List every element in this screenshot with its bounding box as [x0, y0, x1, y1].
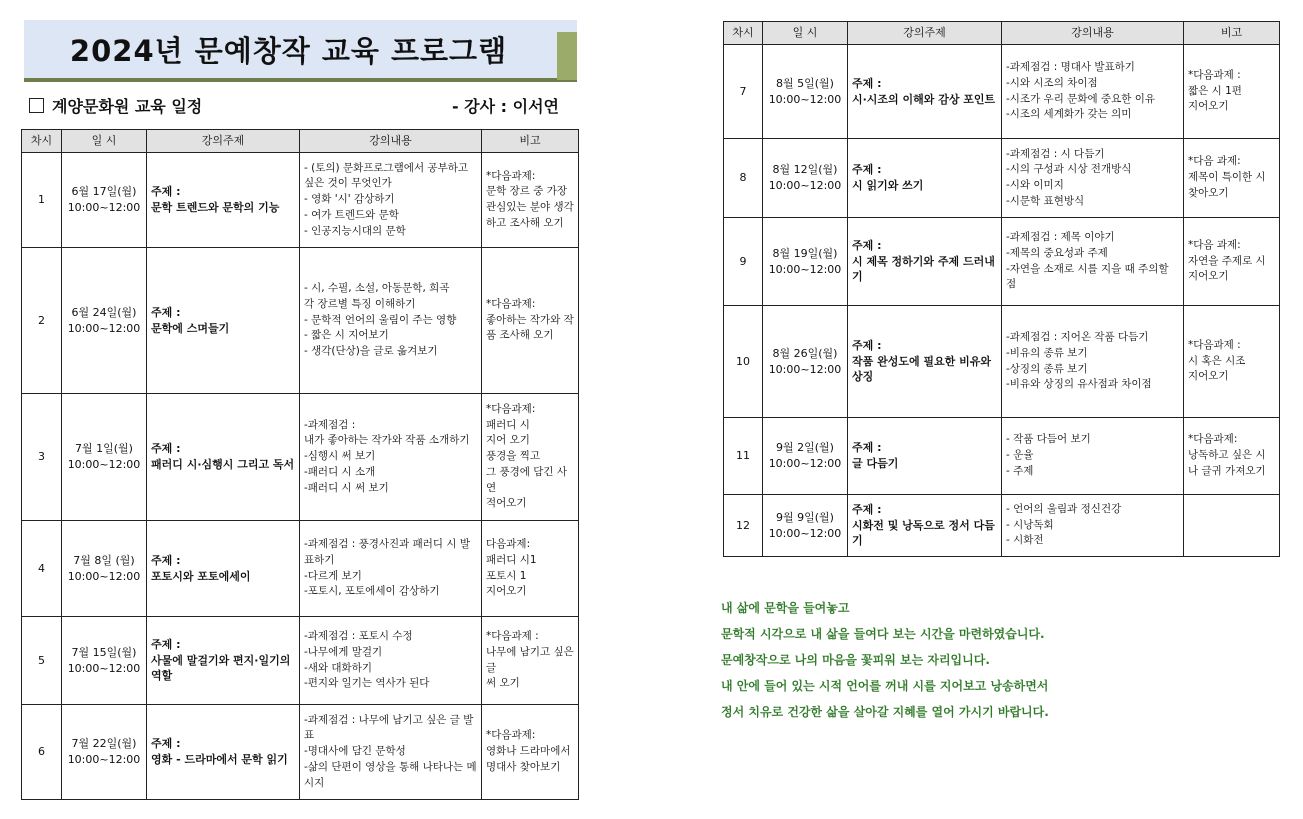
session-time: 10:00~12:00 — [67, 201, 141, 214]
content-line: -비유와 상징의 유사점과 차이점 — [1006, 378, 1152, 391]
column-header: 차시 — [724, 22, 763, 45]
content-line: -과제점검 : 명대사 발표하기 — [1006, 61, 1135, 73]
topic-label: 주제 : — [151, 737, 181, 751]
note-line: 패러디 시1 — [486, 553, 537, 566]
note-line: 자연을 주제로 시 지어오기 — [1188, 254, 1266, 283]
content-line: - 인공지능시대의 문학 — [304, 224, 406, 237]
note-line: *다음과제: — [486, 297, 536, 310]
content-line: -새와 대화하기 — [304, 661, 372, 674]
session-datetime — [62, 248, 147, 394]
session-datetime — [62, 705, 147, 800]
topic-text: 글 다듬기 — [852, 457, 899, 470]
table-row — [724, 139, 1280, 218]
session-note — [482, 617, 579, 705]
content-line: -나무에게 말걸기 — [304, 645, 383, 658]
session-topic — [848, 418, 1002, 495]
subtitle: 계양문화원 교육 일정 — [52, 97, 203, 116]
session-time: 10:00~12:00 — [67, 569, 141, 583]
content-line: -명대사에 담긴 문학성 — [304, 745, 406, 758]
content-line: - 시낭독회 — [1006, 518, 1054, 531]
session-time: 10:00~12:00 — [67, 661, 141, 675]
note-line: 지어오기 — [1188, 370, 1229, 383]
content-line: - 언어의 울림과 정신건강 — [1006, 502, 1122, 515]
session-date: 8월 26일(월) — [772, 346, 838, 360]
topic-text: 문학에 스며들기 — [151, 321, 230, 335]
content-line: -패러디 시 소개 — [304, 465, 376, 478]
note-line: 시 혹은 시조 — [1188, 354, 1246, 367]
note-line: 문학 장르 중 가장 관심있는 분야 생각하고 조사해 오기 — [486, 185, 574, 229]
lecturer: - 강사 : 이서연 — [451, 97, 559, 116]
table-row — [22, 521, 579, 617]
column-header: 비고 — [1184, 22, 1280, 45]
session-time: 10:00~12:00 — [768, 526, 842, 540]
content-line: - 짧은 시 지어보기 — [304, 329, 389, 342]
content-line: -다르게 보기 — [304, 569, 362, 582]
topic-text: 패러디 시·심행시 그리고 독서 — [151, 458, 295, 471]
session-content — [300, 617, 482, 705]
closing-line: 내 안에 들어 있는 시적 언어를 꺼내 시를 지어보고 낭송하면서 — [721, 679, 1049, 693]
topic-label: 주제 : — [151, 442, 181, 456]
session-time: 10:00~12:00 — [67, 458, 141, 471]
session-topic — [147, 705, 300, 800]
closing-line: 문학적 시각으로 내 삶을 들여다 보는 시간을 마련하였습니다. — [721, 627, 1045, 641]
session-topic — [147, 153, 300, 248]
content-line: -과제점검 : 제목 이야기 — [1006, 231, 1115, 243]
session-date: 9월 2일(월) — [776, 441, 834, 455]
topic-label: 주제 : — [852, 441, 882, 455]
content-line: - 운율 — [1006, 449, 1034, 462]
content-line: -패러디 시 써 보기 — [304, 481, 389, 494]
topic-label: 주제 : — [852, 76, 882, 90]
column-header: 차시 — [22, 130, 62, 153]
closing-line: 정서 치유로 건강한 삶을 살아갈 지혜를 열어 가시기 바랍니다. — [721, 705, 1049, 719]
session-date: 8월 19일(월) — [772, 246, 838, 260]
session-number: 4 — [22, 521, 62, 617]
content-line: -비유의 종류 보기 — [1006, 346, 1088, 359]
topic-label: 주제 : — [852, 238, 882, 252]
topic-label: 주제 : — [151, 637, 181, 651]
content-line: -과제점검 : 지어온 작품 다듬기 — [1006, 331, 1149, 343]
note-line: 제목이 특이한 시 찾아오기 — [1188, 171, 1266, 199]
session-number: 10 — [724, 306, 763, 418]
session-content — [1002, 418, 1184, 495]
session-topic — [147, 248, 300, 394]
session-note — [1184, 139, 1280, 218]
content-line: -시문학 표현방식 — [1006, 194, 1085, 207]
session-topic — [848, 45, 1002, 139]
session-note — [482, 521, 579, 617]
topic-label: 주제 : — [852, 338, 882, 352]
session-datetime — [763, 495, 848, 557]
note-line: *다음 과제: — [1188, 238, 1241, 251]
topic-text: 영화 - 드라마에서 문학 읽기 — [151, 753, 288, 766]
session-time: 10:00~12:00 — [768, 179, 842, 192]
session-number: 7 — [724, 45, 763, 139]
table-row — [724, 218, 1280, 306]
session-topic — [848, 218, 1002, 306]
content-line: -시와 시조의 차이점 — [1006, 76, 1098, 89]
table-row — [22, 248, 579, 394]
session-time: 10:00~12:00 — [768, 92, 842, 106]
content-line: -포토시, 포토에세이 감상하기 — [304, 585, 440, 598]
session-content — [1002, 495, 1184, 557]
content-line: - 시화전 — [1006, 534, 1044, 547]
session-note — [482, 394, 579, 521]
session-number: 1 — [22, 153, 62, 248]
content-line: -과제점검 : — [304, 418, 356, 431]
content-line: - 주제 — [1006, 464, 1034, 477]
session-datetime — [763, 418, 848, 495]
column-header: 일 시 — [763, 22, 848, 45]
note-line: 좋아하는 작가와 작품 조사해 오기 — [486, 313, 574, 342]
session-time: 10:00~12:00 — [768, 362, 842, 376]
content-line: 각 장르별 특징 이해하기 — [304, 297, 416, 310]
session-datetime — [62, 521, 147, 617]
session-topic — [147, 521, 300, 617]
session-date: 7월 15일(월) — [71, 645, 137, 659]
content-line: -시조의 세계화가 갖는 의미 — [1006, 108, 1132, 121]
topic-label: 주제 : — [151, 553, 181, 567]
session-note — [1184, 45, 1280, 139]
column-header: 일 시 — [62, 130, 147, 153]
title-banner — [24, 20, 577, 82]
content-line: -과제점검 : 시 다듬기 — [1006, 147, 1105, 160]
note-line: 나무에 남기고 싶은 글 — [486, 645, 574, 674]
table-row — [724, 45, 1280, 139]
session-topic — [848, 495, 1002, 557]
session-note — [1184, 418, 1280, 495]
table-row — [22, 153, 579, 248]
session-datetime — [763, 218, 848, 306]
content-line: -심행시 써 보기 — [304, 450, 376, 463]
session-content — [300, 521, 482, 617]
session-content — [1002, 218, 1184, 306]
table-row — [724, 418, 1280, 495]
session-date: 8월 5일(월) — [776, 76, 834, 90]
content-line: -삶의 단편이 영상을 통해 나타나는 메시지 — [304, 760, 477, 789]
content-line: -시와 이미지 — [1006, 179, 1064, 191]
content-line: - 시, 수필, 소설, 아동문학, 희곡 — [304, 282, 450, 295]
note-line: *다음과제: — [486, 729, 536, 742]
session-content — [300, 394, 482, 521]
table-row — [724, 306, 1280, 418]
session-date: 9월 9일(월) — [776, 510, 834, 524]
session-content — [1002, 139, 1184, 218]
table-header-row — [22, 130, 579, 153]
topic-text: 문학 트렌드와 문학의 기능 — [151, 201, 280, 214]
table-row — [22, 394, 579, 521]
note-line: 써 오기 — [486, 677, 520, 690]
session-number: 11 — [724, 418, 763, 495]
content-line: -제목의 중요성과 주제 — [1006, 246, 1108, 259]
session-date: 8월 12일(월) — [772, 163, 838, 177]
content-line: - 작품 다듬어 보기 — [1006, 433, 1091, 446]
session-note — [482, 248, 579, 394]
content-line: - 영화 '시' 감상하기 — [304, 193, 395, 206]
content-line: - 생각(단상)을 글로 옮겨보기 — [304, 345, 438, 358]
content-line: -시조가 우리 문화에 중요한 이유 — [1006, 92, 1155, 105]
session-content — [1002, 45, 1184, 139]
note-line: 지어오기 — [1188, 100, 1229, 113]
content-line: -편지와 일기는 역사가 된다 — [304, 677, 430, 690]
content-line: -과제점검 : 포토시 수정 — [304, 630, 413, 642]
column-header: 강의내용 — [1002, 22, 1184, 45]
session-topic — [147, 394, 300, 521]
session-note — [482, 705, 579, 800]
closing-message — [721, 595, 1049, 725]
topic-label: 주제 : — [151, 185, 181, 199]
note-line: 지어오기 — [486, 585, 527, 598]
topic-label: 주제 : — [852, 163, 882, 177]
session-content — [300, 705, 482, 800]
note-line: 짧은 시 1편 — [1188, 84, 1242, 97]
session-time: 10:00~12:00 — [768, 262, 842, 276]
session-time: 10:00~12:00 — [67, 321, 141, 335]
session-datetime — [62, 394, 147, 521]
topic-text: 시·시조의 이해와 감상 포인트 — [852, 92, 996, 106]
session-note — [482, 153, 579, 248]
session-datetime — [763, 45, 848, 139]
table-row — [22, 705, 579, 800]
content-line: -과제점검 : 나무에 남기고 싶은 글 발표 — [304, 713, 474, 742]
topic-text: 시 읽기와 쓰기 — [852, 179, 924, 192]
topic-text: 시 제목 정하기와 주제 드러내기 — [852, 254, 995, 284]
content-line: - 여가 트렌드와 문학 — [304, 208, 399, 221]
schedule-table-left — [21, 129, 579, 800]
title-shadow — [557, 32, 577, 80]
page-title: 2024년 문예창작 교육 프로그램 — [69, 34, 508, 68]
content-line: - (토의) 문화프로그램에서 공부하고 싶은 것이 무엇인가 — [304, 161, 468, 190]
topic-text: 포토시와 포토에세이 — [151, 569, 251, 583]
session-date: 7월 1일(월) — [75, 442, 133, 456]
note-line: *다음과제 : — [1188, 68, 1241, 81]
session-number: 8 — [724, 139, 763, 218]
table-row — [22, 617, 579, 705]
topic-text: 작품 완성도에 필요한 비유와 상징 — [852, 354, 991, 384]
column-header: 강의주제 — [848, 22, 1002, 45]
closing-line: 문예창작으로 나의 마음을 꽃피워 보는 자리입니다. — [721, 653, 990, 667]
session-number: 2 — [22, 248, 62, 394]
note-line: 다음과제: — [486, 538, 531, 550]
content-line: -과제점검 : 풍경사진과 패러디 시 발표하기 — [304, 538, 471, 566]
content-line: -상징의 종류 보기 — [1006, 362, 1088, 375]
session-content — [300, 153, 482, 248]
note-line: 영화나 드라마에서 명대사 찾아보기 — [486, 745, 571, 773]
session-topic — [848, 139, 1002, 218]
session-time: 10:00~12:00 — [768, 457, 842, 470]
note-line: 풍경을 찍고 — [486, 450, 541, 463]
session-datetime — [763, 306, 848, 418]
session-date: 6월 17일(월) — [71, 185, 137, 199]
session-number: 6 — [22, 705, 62, 800]
session-note — [1184, 495, 1280, 557]
schedule-table-right — [723, 21, 1280, 557]
session-note — [1184, 306, 1280, 418]
topic-text: 사물에 말걸기와 편지·일기의 역할 — [151, 653, 291, 683]
session-note — [1184, 218, 1280, 306]
session-number: 5 — [22, 617, 62, 705]
session-datetime — [763, 139, 848, 218]
note-line: *다음과제 : — [1188, 338, 1241, 351]
topic-label: 주제 : — [852, 502, 882, 516]
checkbox-square-icon — [29, 98, 44, 113]
session-number: 12 — [724, 495, 763, 557]
topic-label: 주제 : — [151, 305, 181, 319]
note-line: 그 풍경에 담긴 사연 — [486, 465, 568, 494]
note-line: 포토시 1 — [486, 569, 527, 582]
note-line: 지어 오기 — [486, 434, 530, 447]
note-line: *다음과제: — [486, 169, 536, 182]
content-line: -시의 구성과 시상 전개방식 — [1006, 163, 1132, 176]
session-datetime — [62, 617, 147, 705]
session-content — [1002, 306, 1184, 418]
topic-text: 시화전 및 낭독으로 정서 다듬기 — [852, 518, 995, 548]
content-line: - 문학적 언어의 울림이 주는 영향 — [304, 313, 457, 326]
note-line: *다음과제 : — [486, 630, 539, 642]
table-header-row — [724, 22, 1280, 45]
session-number: 3 — [22, 394, 62, 521]
session-date: 7월 22일(월) — [71, 737, 137, 751]
table-row — [724, 495, 1280, 557]
session-date: 6월 24일(월) — [71, 305, 137, 319]
note-line: 적어오기 — [486, 497, 527, 510]
subheading — [29, 94, 559, 118]
column-header: 비고 — [482, 130, 579, 153]
column-header: 강의주제 — [147, 130, 300, 153]
session-topic — [848, 306, 1002, 418]
session-topic — [147, 617, 300, 705]
note-line: 낭독하고 싶은 시나 글귀 가져오기 — [1188, 449, 1266, 477]
content-line: 내가 좋아하는 작가와 작품 소개하기 — [304, 434, 470, 447]
session-number: 9 — [724, 218, 763, 306]
session-content — [300, 248, 482, 394]
content-line: -자연을 소재로 시를 지을 때 주의할 점 — [1006, 262, 1169, 291]
session-time: 10:00~12:00 — [67, 753, 141, 766]
session-datetime — [62, 153, 147, 248]
note-line: *다음 과제: — [1188, 155, 1241, 168]
note-line: 패러디 시 — [486, 418, 530, 431]
column-header: 강의내용 — [300, 130, 482, 153]
closing-line: 내 삶에 문학을 들여놓고 — [721, 601, 850, 615]
session-date: 7월 8일 (월) — [73, 553, 135, 567]
note-line: *다음과제: — [1188, 433, 1238, 446]
note-line: *다음과제: — [486, 402, 536, 415]
